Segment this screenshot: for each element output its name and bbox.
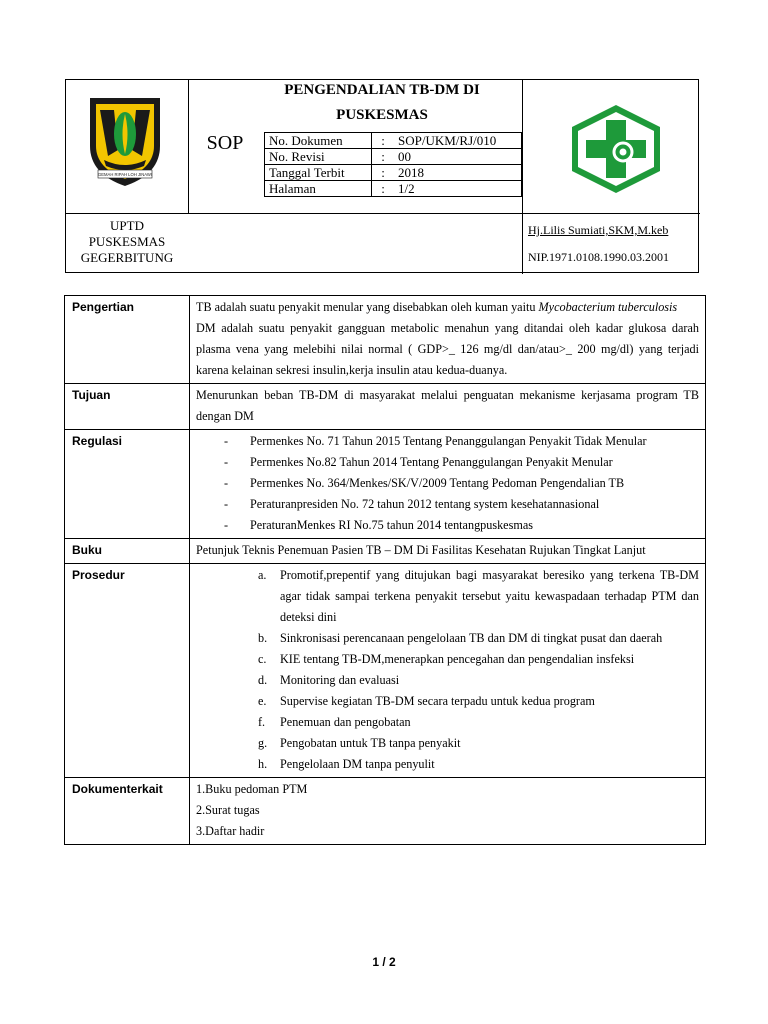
label-buku: Buku (65, 539, 190, 564)
regulasi-item (224, 452, 699, 473)
regulasi-item (224, 494, 699, 515)
prosedur-list (196, 565, 699, 775)
row-buku (65, 539, 706, 564)
info-row (265, 181, 522, 197)
prosedur-item-text: Supervise kegiatan TB-DM secara terpadu untuk kedua program (280, 694, 595, 708)
regulasi-list (196, 431, 699, 536)
prosedur-marker: a. (258, 568, 267, 582)
info-separator: : (372, 165, 395, 181)
content-pengertian (190, 296, 706, 384)
unit-line-3: GEGERBITUNG (80, 250, 174, 265)
dokumen-item: 3.Daftar hadir (196, 824, 265, 838)
logo-motto-text: GEMAH RIPAH LOH JINAWI (98, 172, 152, 177)
page-number: 1 / 2 (372, 955, 396, 969)
info-value: SOP/UKM/RJ/010 (394, 133, 522, 149)
info-label: Halaman (265, 181, 372, 197)
unit-name (66, 218, 188, 266)
regulasi-item (224, 431, 699, 452)
prosedur-marker: e. (258, 694, 267, 708)
unit-line-2: PUSKESMAS (88, 234, 166, 249)
dokumen-item: 2.Surat tugas (196, 803, 260, 817)
list-bullet: - (224, 518, 229, 532)
row-pengertian (65, 296, 706, 384)
sop-content-table (64, 295, 706, 845)
signer-name: Hj.Lilis Sumiati,SKM,M.keb (528, 223, 669, 237)
prosedur-item (258, 754, 699, 775)
content-prosedur (190, 564, 706, 778)
label-pengertian: Pengertian (65, 296, 190, 384)
prosedur-marker: f. (258, 715, 266, 729)
info-value: 2018 (394, 165, 522, 181)
prosedur-item-text: Pengobatan untuk TB tanpa penyakit (280, 736, 461, 750)
prosedur-item-text: Sinkronisasi perencanaan pengelolaan TB dan DM di tingkat pusat dan daerah (280, 631, 663, 645)
info-separator: : (372, 181, 395, 197)
content-tujuan: Menurunkan beban TB-DM di masyarakat melalui penguatan mekanisme kerjasama program TB dengan DM (190, 384, 706, 430)
info-separator: : (372, 133, 395, 149)
signer-nip: NIP.1971.0108.1990.03.2001 (528, 250, 670, 264)
prosedur-item (258, 649, 699, 670)
prosedur-item-text: KIE tentang TB-DM,menerapkan pencegahan dan pengendalian insfeksi (280, 652, 635, 666)
row-prosedur (65, 564, 706, 778)
content-buku: Petunjuk Teknis Penemuan Pasien TB – DM Di Fasilitas Kesehatan Rujukan Tingkat Lanjut (190, 539, 706, 564)
prosedur-marker: h. (258, 757, 268, 771)
info-row (265, 149, 522, 165)
pengertian-tb-text: TB adalah suatu penyakit menular yang disebabkan oleh kuman yaitu (196, 300, 536, 314)
unit-line-1: UPTD (110, 218, 144, 233)
puskesmas-cross-logo-icon (566, 102, 666, 196)
info-value: 1/2 (394, 181, 522, 197)
info-label: No. Revisi (265, 149, 372, 165)
prosedur-item-text: Pengelolaan DM tanpa penyulit (280, 757, 435, 771)
document-info-table (264, 132, 522, 197)
prosedur-marker: g. (258, 736, 268, 750)
sop-label: SOP (206, 132, 244, 154)
row-tujuan (65, 384, 706, 430)
prosedur-item-text: Penemuan dan pengobatan (280, 715, 411, 729)
document-title-line2: PUSKESMAS (336, 107, 428, 123)
info-label: Tanggal Terbit (265, 165, 372, 181)
prosedur-marker: c. (258, 652, 267, 666)
pengertian-tb-italic: Mycobacterium tuberculosis (538, 300, 678, 314)
list-bullet: - (224, 455, 229, 469)
prosedur-marker: b. (258, 631, 268, 645)
prosedur-item (258, 691, 699, 712)
info-label: No. Dokumen (265, 133, 372, 149)
info-separator: : (372, 149, 395, 165)
label-prosedur: Prosedur (65, 564, 190, 778)
document-header (65, 79, 699, 273)
regulasi-item-text: Peraturanpresiden No. 72 tahun 2012 tentang system kesehatannasional (250, 497, 600, 511)
content-dokumen (190, 778, 706, 845)
prosedur-item-text: Monitoring dan evaluasi (280, 673, 400, 687)
info-row (265, 165, 522, 181)
list-bullet: - (224, 497, 229, 511)
prosedur-item (258, 565, 699, 628)
info-value: 00 (394, 149, 522, 165)
prosedur-item (258, 670, 699, 691)
regulasi-item-text: PeraturanMenkes RI No.75 tahun 2014 tentangpuskesmas (250, 518, 533, 532)
prosedur-item (258, 733, 699, 754)
dokumen-item: 1.Buku pedoman PTM (196, 782, 308, 796)
prosedur-marker: d. (258, 673, 268, 687)
pengertian-tb (196, 297, 699, 318)
regulasi-item (224, 473, 699, 494)
list-bullet: - (224, 476, 229, 490)
regulasi-item-text: Permenkes No. 71 Tahun 2015 Tentang Penanggulangan Penyakit Tidak Menular (250, 434, 647, 448)
row-regulasi (65, 430, 706, 539)
label-tujuan: Tujuan (65, 384, 190, 430)
list-bullet: - (224, 434, 229, 448)
regulasi-item-text: Permenkes No. 364/Menkes/SK/V/2009 Tentang Pedoman Pengendalian TB (250, 476, 625, 490)
label-regulasi: Regulasi (65, 430, 190, 539)
info-row (265, 133, 522, 149)
regulasi-item-text: Permenkes No.82 Tahun 2014 Tentang Penanggulangan Penyakit Menular (250, 455, 613, 469)
document-title-line1: PENGENDALIAN TB-DM DI (284, 82, 480, 98)
pengertian-dm: DM adalah suatu penyakit gangguan metabolic menahun yang ditandai oleh kadar glukosa darah plasma vena yang melebihi nilai normal ( GDP>_ 126 mg/dl dan/atau>_ 200 mg/dl) yang terjadi karena kelainan sekresi insulin,kerja insulin atau kedua-duanya. (196, 321, 699, 377)
regulasi-item (224, 515, 699, 536)
label-dokumen: Dokumenterkait (65, 778, 190, 845)
row-dokumen (65, 778, 706, 845)
content-regulasi (190, 430, 706, 539)
prosedur-item-text: Promotif,prepentif yang ditujukan bagi masyarakat beresiko yang terkena TB-DM agar tidak sampai terkena penyakit tersebut yaitu kewaspadaan terhadap PTM dan deteksi dini (280, 568, 699, 624)
prosedur-item (258, 712, 699, 733)
prosedur-item (258, 628, 699, 649)
